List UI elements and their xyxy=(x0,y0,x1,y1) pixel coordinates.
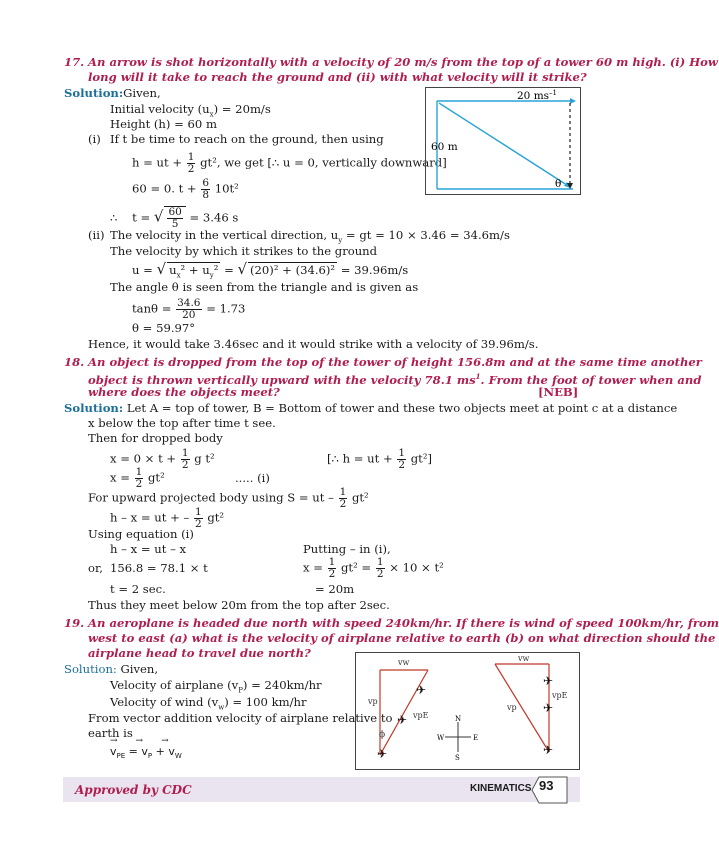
fig-velocity-label: 20 $ms^{-1}$ xyxy=(517,89,558,102)
page-number: 93 xyxy=(539,778,554,793)
angle-text: The angle θ is seen from the triangle and is given as xyxy=(110,280,419,294)
resultant-path xyxy=(439,103,570,187)
tower-arrow-figure xyxy=(425,87,581,195)
airplane-icon: ✈ xyxy=(416,683,427,697)
q19-solution-line: Solution: Given, xyxy=(64,662,159,676)
fig-vp-left: vp xyxy=(368,697,378,706)
q17-number: 17. xyxy=(64,55,85,69)
initial-velocity: Initial velocity $(u_x) = 20m/s$ xyxy=(110,102,271,119)
given-label: Given, xyxy=(123,86,161,100)
chapter-name: KINEMATICS xyxy=(470,783,532,794)
vector-arrows: →→→ xyxy=(110,736,187,746)
compass-e: E xyxy=(473,734,479,742)
part-ii-label: (ii) xyxy=(88,228,105,242)
airplane-icon: ✈ xyxy=(543,701,554,715)
eq-60: 60 = 0. t + $\frac{6}{8}$ 10t² xyxy=(132,177,239,201)
q18-eq2: x = $\frac{1}{2}$ gt² xyxy=(110,466,165,490)
fig-vw-right: vw xyxy=(518,654,530,663)
fig-phi: ϕ xyxy=(379,730,386,740)
part-i-text: If t be time to reach on the ground, then using xyxy=(110,132,384,146)
vpe-vector-right xyxy=(495,664,549,752)
q18-thus: Thus they meet below 20m from the top after 2sec. xyxy=(88,598,390,612)
fig-vw-left: vw xyxy=(398,658,410,667)
q19-text-line3: airplane head to travel due north? xyxy=(88,646,311,660)
eq-u-resultant: u = √ $u_x^2 + u_y^2$ = √ (20)² + (34.6)² = 39.96m/s xyxy=(132,262,408,282)
vector-equation: $v_{PE} = v_P + v_W$ xyxy=(110,745,182,761)
q19-text-line2: west to east (a) what is the velocity of airplane relative to earth (b) on what direction should the xyxy=(88,631,716,645)
upward-text: For upward projected body using S = ut – $\frac{1}{2}$ gt² xyxy=(88,486,369,510)
strike-text: The velocity by which it strikes to the ground xyxy=(110,244,378,258)
or-label: or, xyxy=(88,561,103,575)
using-eq-text: Using equation (i) xyxy=(88,527,194,541)
q18-eq3: h – x = ut + – $\frac{1}{2}$ gt² xyxy=(110,506,225,530)
q18-eq7: t = 2 sec. xyxy=(110,582,166,596)
airplane-vector-figure xyxy=(355,652,580,770)
part-ii-text: The velocity in the vertical direction, $u_y$ = gt = 10 × 3.46 = 34.6m/s xyxy=(110,228,510,245)
q18-number: 18. xyxy=(64,355,85,369)
vel-wind: Velocity of wind $(v_w) = 100$ km/hr xyxy=(110,695,307,712)
airplane-icon: ✈ xyxy=(543,743,554,757)
q18-sol-line2: x below the top after time t see. xyxy=(88,416,276,430)
part-i-label: (i) xyxy=(88,132,101,146)
q19-number: 19. xyxy=(64,616,85,630)
airplane-icon: ✈ xyxy=(543,674,554,688)
q18-eq8: = 20m xyxy=(315,582,355,596)
q18-eq5: 156.8 = 78.1 × t xyxy=(110,561,208,575)
q18-eq1-note: [∴ h = ut + $\frac{1}{2}$ gt²] xyxy=(327,447,432,471)
neb-tag: [NEB] xyxy=(538,385,579,399)
q17-hence: Hence, it would take 3.46sec and it would strike with a velocity of 39.96m/s. xyxy=(88,337,539,351)
fig-vpe: vpE xyxy=(413,711,429,720)
compass-w: W xyxy=(437,734,445,742)
arrowhead-icon xyxy=(570,98,576,104)
approved-by: Approved by CDC xyxy=(75,783,192,797)
putting-text: Putting – in (i), xyxy=(303,542,391,556)
eq-tan: tanθ = $\frac{34.6}{20}$ = 1.73 xyxy=(132,297,246,321)
eq-h-ut: h = ut + $\frac{1}{2}$ gt², we get [∴ u = 0, vertically downward] xyxy=(132,151,447,175)
from-text-1: From vector addition velocity of airplane relative to xyxy=(88,711,393,725)
q18-eq1: x = 0 × t + $\frac{1}{2}$ g t² xyxy=(110,447,215,471)
airplane-icon: ✈ xyxy=(377,747,388,761)
height-line: Height (h) = 60 m xyxy=(110,117,217,131)
q17-text-line2: long will it take to reach the ground and (ii) with what velocity will it strike? xyxy=(88,70,587,84)
q17-solution-line xyxy=(64,86,161,100)
q17-text-line1: An arrow is shot horizontally with a velocity of 20 m/s from the top of a tower 60 m high. (i) How xyxy=(88,55,718,69)
theta-value: θ = 59.97° xyxy=(132,321,196,335)
q18-eq4: h – x = ut – x xyxy=(110,542,187,556)
q18-eq2-label: ..... (i) xyxy=(235,471,270,485)
dropped-text: Then for dropped body xyxy=(88,431,223,445)
q18-text-line3: where does the objects meet? xyxy=(88,385,280,399)
compass-s: S xyxy=(455,754,460,762)
q18-solution-line: Solution: Let A = top of tower, B = Bottom of tower and these two objects meet at point c at a distance xyxy=(64,401,678,415)
from-text-2: earth is xyxy=(88,726,133,740)
airplane-icon: ✈ xyxy=(397,713,408,727)
fig-height-label: 60 m xyxy=(431,141,458,153)
fig-vp-right: vp xyxy=(507,703,517,712)
eq-t-root: ∴ t = √ $\frac{60}{5}$ = 3.46 s xyxy=(110,206,239,230)
q18-text-line1: An object is dropped from the top of the tower of height 156.8m and at the same time another xyxy=(88,355,702,369)
solution-label: Solution: xyxy=(64,86,124,100)
fig-vpe-right: vpE xyxy=(552,691,568,700)
q18-eq6: x = $\frac{1}{2}$ gt² = $\frac{1}{2}$ × 10 × t² xyxy=(303,556,444,580)
q18-text-line2: object is thrown vertically upward with the velocity 78.1 $ms^1$. From the foot of tower when and xyxy=(88,372,702,387)
q19-text-line1: An aeroplane is headed due north with speed 240km/hr. If there is wind of speed 100km/hr, from xyxy=(88,616,719,630)
vel-airplane: Velocity of airplane $(v_P) = 240km/hr$ xyxy=(110,678,322,695)
fig-theta-label: θ xyxy=(555,178,562,190)
compass-n: N xyxy=(455,715,462,723)
